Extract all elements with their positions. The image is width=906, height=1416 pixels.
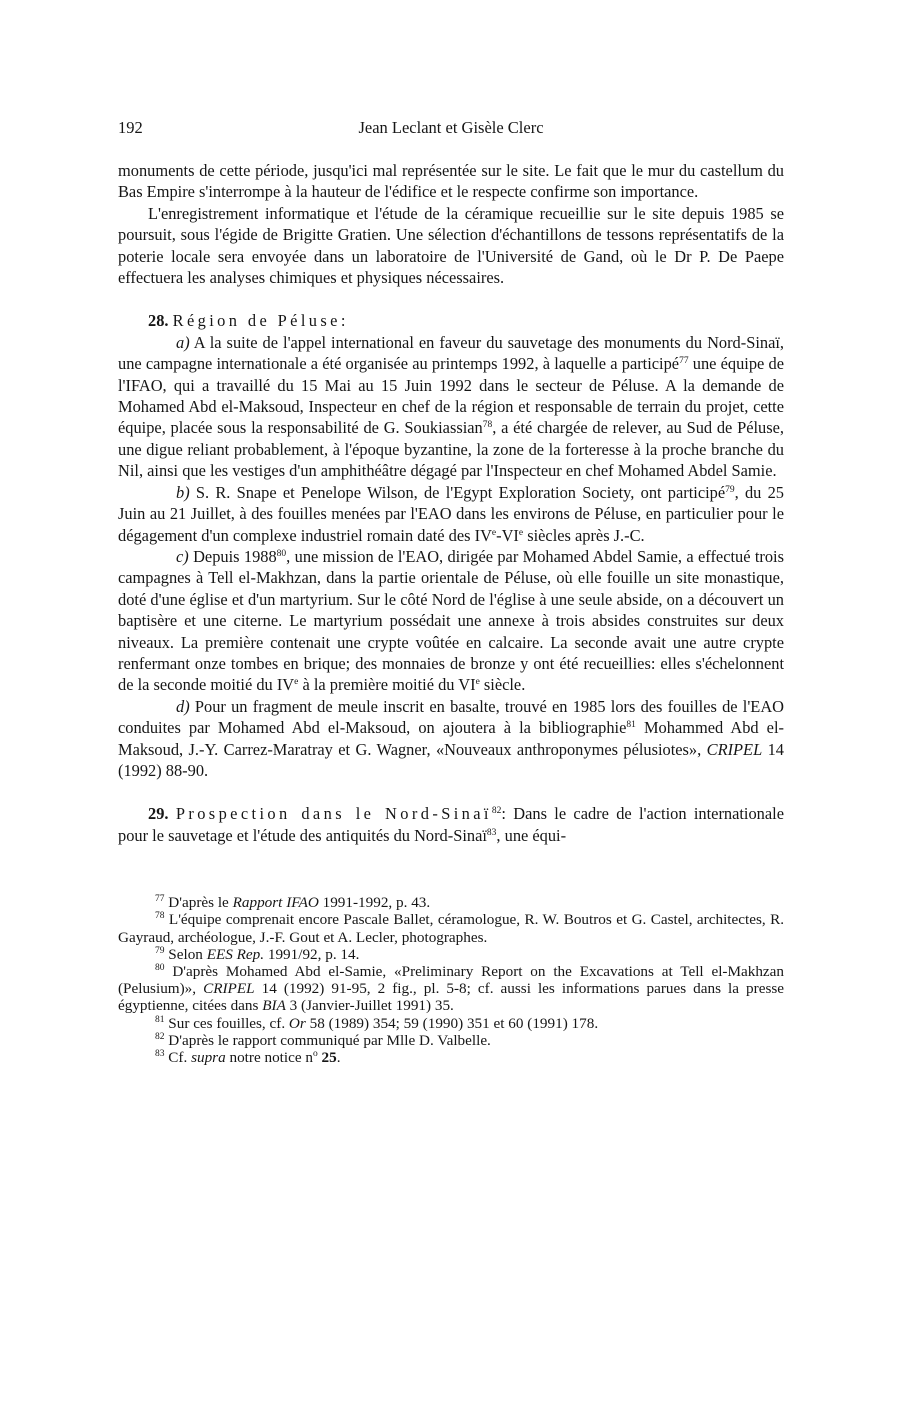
footnote-number: 77 (155, 894, 165, 905)
journal-title: CRIPEL (706, 739, 763, 759)
text-run: notre notice n (225, 1049, 313, 1067)
page-header (118, 112, 784, 138)
footnote-ref[interactable]: 82 (491, 806, 502, 817)
footnote-number: 78 (155, 911, 165, 922)
text-run: , du 25 Juin au 21 Juillet, à des fouilles menées par l'EAO dans les environs de Péluse, en particulier pour le dégagement d'un complexe industriel romain daté des IV (118, 482, 784, 545)
footnote-82 (118, 1032, 784, 1049)
text-run: Mohammed Abd el-Maksoud, J.-Y. Carrez-Maratray et G. Wagner, «Nouveaux anthroponymes pélusiotes», (118, 718, 784, 759)
text-run: L'équipe comprenait encore Pascale Ballet, céramologue, R. W. Boutros et G. Castel, architectes, R. Gayraud, archéologue, J.-F. Gout et A. Lecler, photographes. (118, 911, 784, 946)
footnote-80 (118, 963, 784, 1015)
section-29-paragraph (118, 803, 784, 846)
text-run: siècles après J.-C. (523, 525, 645, 545)
superscript: e (518, 527, 524, 538)
footnote-ref[interactable]: 83 (486, 827, 497, 838)
footnote-number: 79 (155, 945, 165, 956)
footnote-ref[interactable]: 81 (626, 720, 636, 731)
footnote-83 (118, 1049, 784, 1066)
main-text (118, 160, 784, 846)
text-run: Sur ces fouilles, cf. (164, 1014, 289, 1032)
text-run: A la suite de l'appel international en faveur du sauvetage des monuments du Nord-Sinaï, une campagne internationale a été organisée au printemps 1992, à laquelle a participé (118, 332, 784, 374)
footnote-81 (118, 1015, 784, 1032)
text-run: 1991/92, p. 14. (264, 945, 360, 963)
italic-text: Or (288, 1014, 306, 1032)
text-run: 1991-1992, p. 43. (318, 894, 431, 912)
italic-text: supra (191, 1049, 226, 1067)
text-run: D'après le (164, 894, 233, 912)
footnote-number: 80 (155, 963, 165, 973)
subsection-letter: a) (176, 332, 190, 352)
text-run: , une équi- (496, 825, 567, 845)
intro-paragraph-2: L'enregistrement informatique et l'étude de la céramique recueillie sur le site depuis 1985 se poursuit, sous l'égide de Brigitte Gratien. Une sélection d'échantillons de tessons représentatifs de la poterie locale sera envoyée dans un laboratoire de l'Université de Gand, où le Dr P. De Paepe effectuera les analyses chimiques et physiques nécessaires. (118, 203, 784, 288)
text-run: une équipe de l'IFAO, qui a travaillé du 15 Mai au 15 Juin 1992 dans le secteur de Péluse. A la demande de Mohamed Abd el-Maksoud, Inspecteur en chef de la région et responsable de terrain du projet, cette équipe, placée sous la responsabilité de G. Soukiassian (118, 354, 784, 438)
text-run: Cf. (164, 1049, 192, 1067)
footnote-ref[interactable]: 80 (276, 548, 287, 559)
text-run: . (336, 1049, 341, 1067)
italic-text: CRIPEL (203, 980, 255, 998)
text-run: D'après Mohamed Abd el-Samie, «Preliminary Report on the Excavations at Tell el-Makhzan (Pelusium)», (118, 963, 784, 998)
footnote-number: 82 (155, 1031, 165, 1042)
paragraph-28a (118, 332, 784, 482)
page (118, 112, 784, 1066)
bold-text: 25 (317, 1049, 337, 1067)
text-run: , a été chargée de relever, au Sud de Péluse, une digue reliant probablement, à l'époque byzantine, la zone de la forteresse à la proche branche du Nil, ainsi que les vestiges d'un amphithéâtre dégagé par l'Inspecteur en chef Mohamed Abdel Samie. (118, 418, 784, 481)
footnote-77 (118, 894, 784, 911)
superscript: e (475, 677, 480, 688)
footnote-ref[interactable]: 79 (725, 484, 735, 495)
footnote-78 (118, 911, 784, 945)
section-title: Prospection dans le Nord-Sinaï (175, 804, 492, 824)
text-run: 14 (1992) 91-95, 2 fig., pl. 5-8; cf. aussi les informations parues dans la presse égyptienne, citées dans (118, 980, 785, 1015)
italic-text: BIA (262, 997, 286, 1015)
footnote-ref[interactable]: 78 (482, 420, 493, 431)
footnote-ref[interactable]: 77 (679, 356, 689, 367)
italic-text: EES Rep. (206, 945, 265, 963)
subsection-letter: c) (176, 546, 189, 566)
footnote-number: 81 (155, 1014, 165, 1025)
section-title: Région de Péluse: (172, 311, 349, 331)
footnote-number: 83 (155, 1049, 165, 1060)
superscript: e (491, 527, 497, 538)
section-28-heading (118, 310, 784, 331)
text-run: , une mission de l'EAO, dirigée par Mohamed Abdel Samie, a effectué trois campagnes à Tell el-Makhzan, dans la partie orientale de Péluse, où elle fouille un site monastique, doté d'une église et d'un martyrium. Sur le côté Nord de l'église à une seule abside, on a découvert un baptisère et une citerne. Le martyrium possédait une annexe à trois absides construites sur deux niveaux. La première contenait une crypte voûtée en calcaire. La seconde avait une autre crypte renfermant onze tombes en brique; des monnaies de bronze y ont été recueillies: elles s'échelonnent de la seconde moitié du IV (118, 546, 784, 695)
footnote-79 (118, 946, 784, 963)
italic-text: Rapport IFAO (232, 894, 319, 912)
text-run: à la première moitié du VI (298, 675, 476, 695)
text-run: 14 (1992) 88-90. (118, 739, 784, 780)
text-run: -VI (496, 525, 519, 545)
subsection-letter: b) (176, 482, 190, 502)
text-run: 58 (1989) 354; 59 (1990) 351 et 60 (1991) 178. (305, 1014, 599, 1032)
text-run: 3 (Janvier-Juillet 1991) 35. (285, 997, 454, 1015)
text-run: D'après le rapport communiqué par Mlle D. Valbelle. (164, 1031, 491, 1049)
paragraph-28c (118, 546, 784, 696)
text-run: Pour un fragment de meule inscrit en basalte, trouvé en 1985 lors des fouilles de l'EAO conduites par Mohamed Abd el-Maksoud, on ajoutera à la bibliographie (118, 696, 784, 738)
text-run: S. R. Snape et Penelope Wilson, de l'Egypt Exploration Society, ont participé (189, 482, 726, 502)
subsection-letter: d) (176, 696, 190, 716)
superscript: e (294, 677, 299, 688)
intro-paragraph-1: monuments de cette période, jusqu'ici mal représentée sur le site. Le fait que le mur du castellum du Bas Empire s'interrompe à la hauteur de l'édifice et le respecte confirme son importance. (118, 161, 784, 202)
text-run: siècle. (479, 675, 526, 695)
running-title: Jean Leclant et Gisèle Clerc (358, 118, 544, 137)
paragraph-28b (118, 482, 784, 546)
paragraph-28d (118, 696, 784, 782)
footnotes (118, 894, 784, 1066)
section-number: 29. (148, 804, 169, 824)
text-run: : Dans le cadre de l'action internationale pour le sauvetage et l'étude des antiquités du Nord-Sinaï (118, 804, 784, 845)
page-number: 192 (118, 118, 143, 137)
text-run: Selon (164, 945, 207, 963)
text-run: Depuis 1988 (188, 546, 277, 566)
section-number: 28. (148, 311, 169, 331)
superscript: o (313, 1049, 318, 1060)
